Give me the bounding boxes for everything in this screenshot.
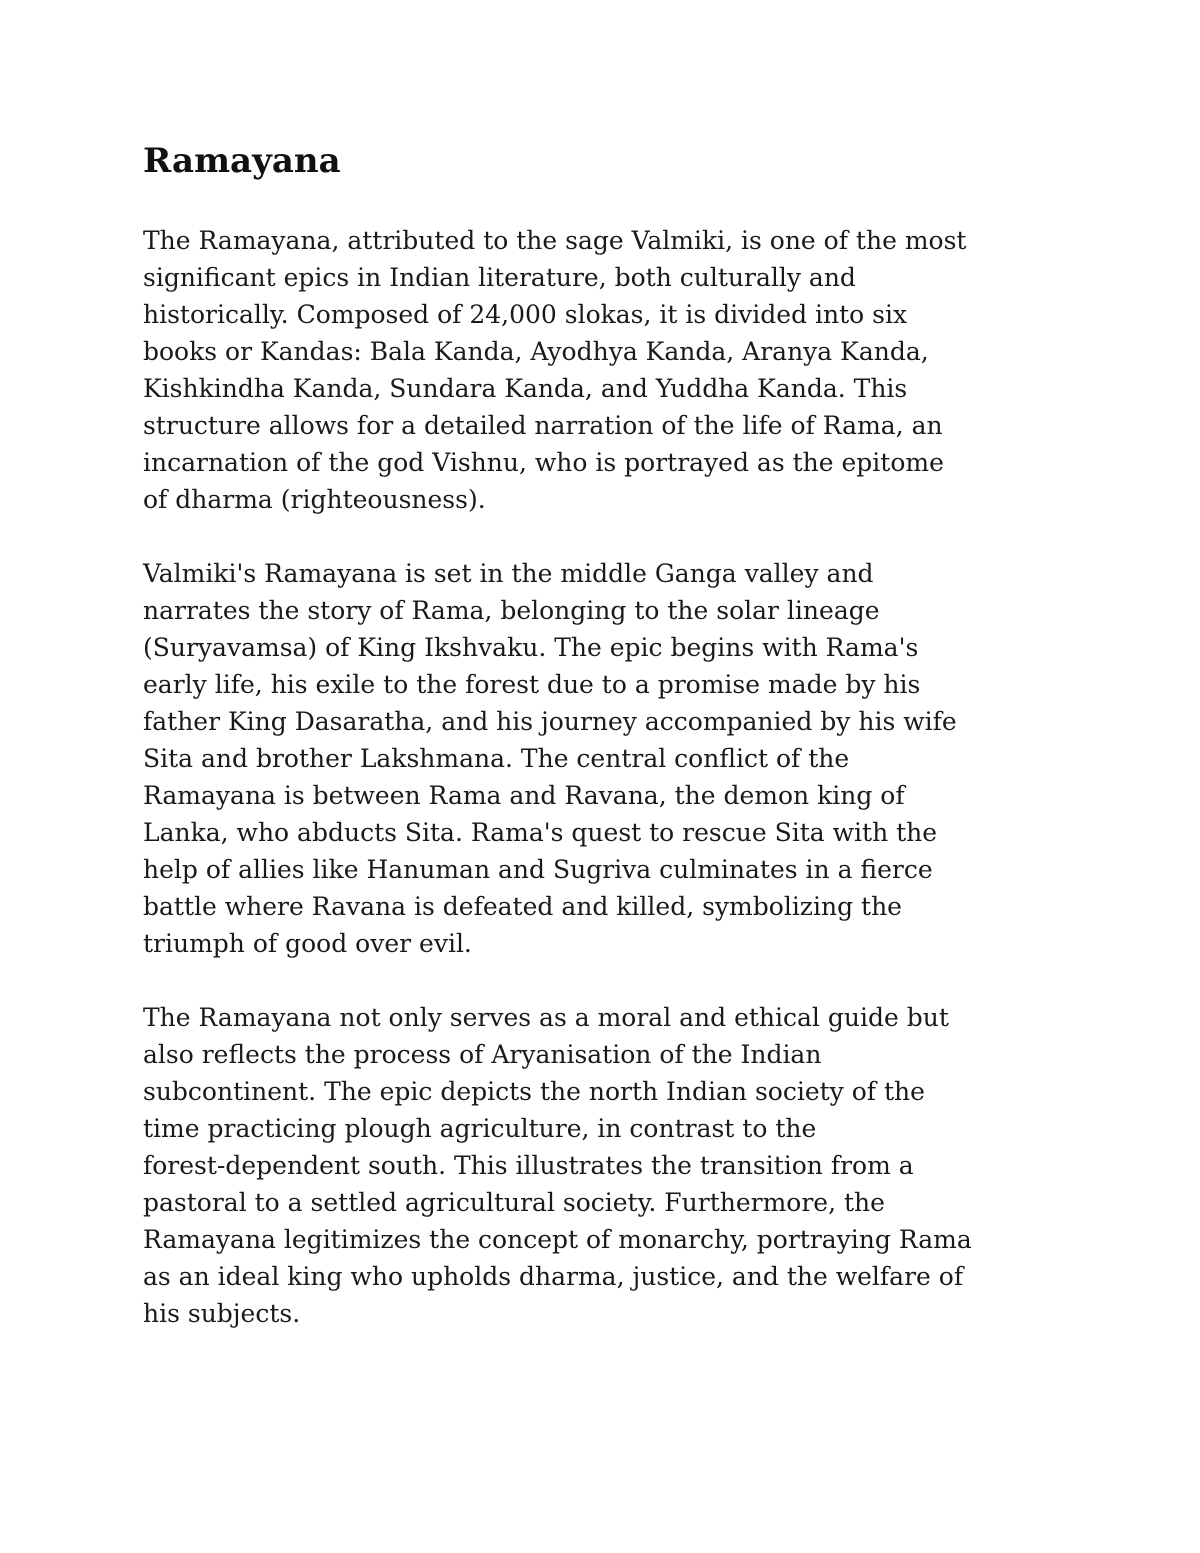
paragraph-line: structure allows for a detailed narration of the life of Rama, an	[143, 411, 943, 440]
paragraph-line: his subjects.	[143, 1299, 301, 1328]
paragraph-line: Ramayana is between Rama and Ravana, the demon king of	[143, 781, 905, 810]
paragraph-line: Valmiki's Ramayana is set in the middle Ganga valley and	[143, 559, 874, 588]
paragraph-line: Lanka, who abducts Sita. Rama's quest to rescue Sita with the	[143, 818, 938, 847]
paragraph-line: The Ramayana, attributed to the sage Valmiki, is one of the most	[143, 226, 967, 255]
paragraph-line: historically. Composed of 24,000 slokas, it is divided into six	[143, 300, 908, 329]
paragraph-line: The Ramayana not only serves as a moral and ethical guide but	[143, 1003, 949, 1032]
paragraph-line: Kishkindha Kanda, Sundara Kanda, and Yuddha Kanda. This	[143, 374, 908, 403]
paragraph-line: as an ideal king who upholds dharma, justice, and the welfare of	[143, 1262, 964, 1291]
paragraph-line: forest-dependent south. This illustrates the transition from a	[143, 1151, 914, 1180]
paragraph-line: subcontinent. The epic depicts the north Indian society of the	[143, 1077, 925, 1106]
paragraph-line: triumph of good over evil.	[143, 929, 472, 958]
paragraph-line: early life, his exile to the forest due to a promise made by his	[143, 670, 921, 699]
paragraph-1	[143, 222, 1073, 518]
paragraph-line: of dharma (righteousness).	[143, 485, 486, 514]
paragraph-line: battle where Ravana is defeated and killed, symbolizing the	[143, 892, 902, 921]
paragraph-line: pastoral to a settled agricultural society. Furthermore, the	[143, 1188, 885, 1217]
paragraph-line: father King Dasaratha, and his journey accompanied by his wife	[143, 707, 957, 736]
paragraph-line: narrates the story of Rama, belonging to the solar lineage	[143, 596, 880, 625]
paragraph-line: books or Kandas: Bala Kanda, Ayodhya Kanda, Aranya Kanda,	[143, 337, 929, 366]
paragraph-3	[143, 999, 1073, 1332]
paragraph-line: time practicing plough agriculture, in contrast to the	[143, 1114, 817, 1143]
paragraph-line: help of allies like Hanuman and Sugriva culminates in a fierce	[143, 855, 933, 884]
paragraph-line: Sita and brother Lakshmana. The central conflict of the	[143, 744, 850, 773]
paragraph-2	[143, 555, 1073, 962]
document-title: Ramayana	[143, 141, 341, 181]
paragraph-line: (Suryavamsa) of King Ikshvaku. The epic begins with Rama's	[143, 633, 919, 662]
paragraph-line: incarnation of the god Vishnu, who is portrayed as the epitome	[143, 448, 944, 477]
paragraph-line: significant epics in Indian literature, both culturally and	[143, 263, 856, 292]
paragraph-line: Ramayana legitimizes the concept of monarchy, portraying Rama	[143, 1225, 972, 1254]
paragraph-line: also reflects the process of Aryanisation of the Indian	[143, 1040, 822, 1069]
